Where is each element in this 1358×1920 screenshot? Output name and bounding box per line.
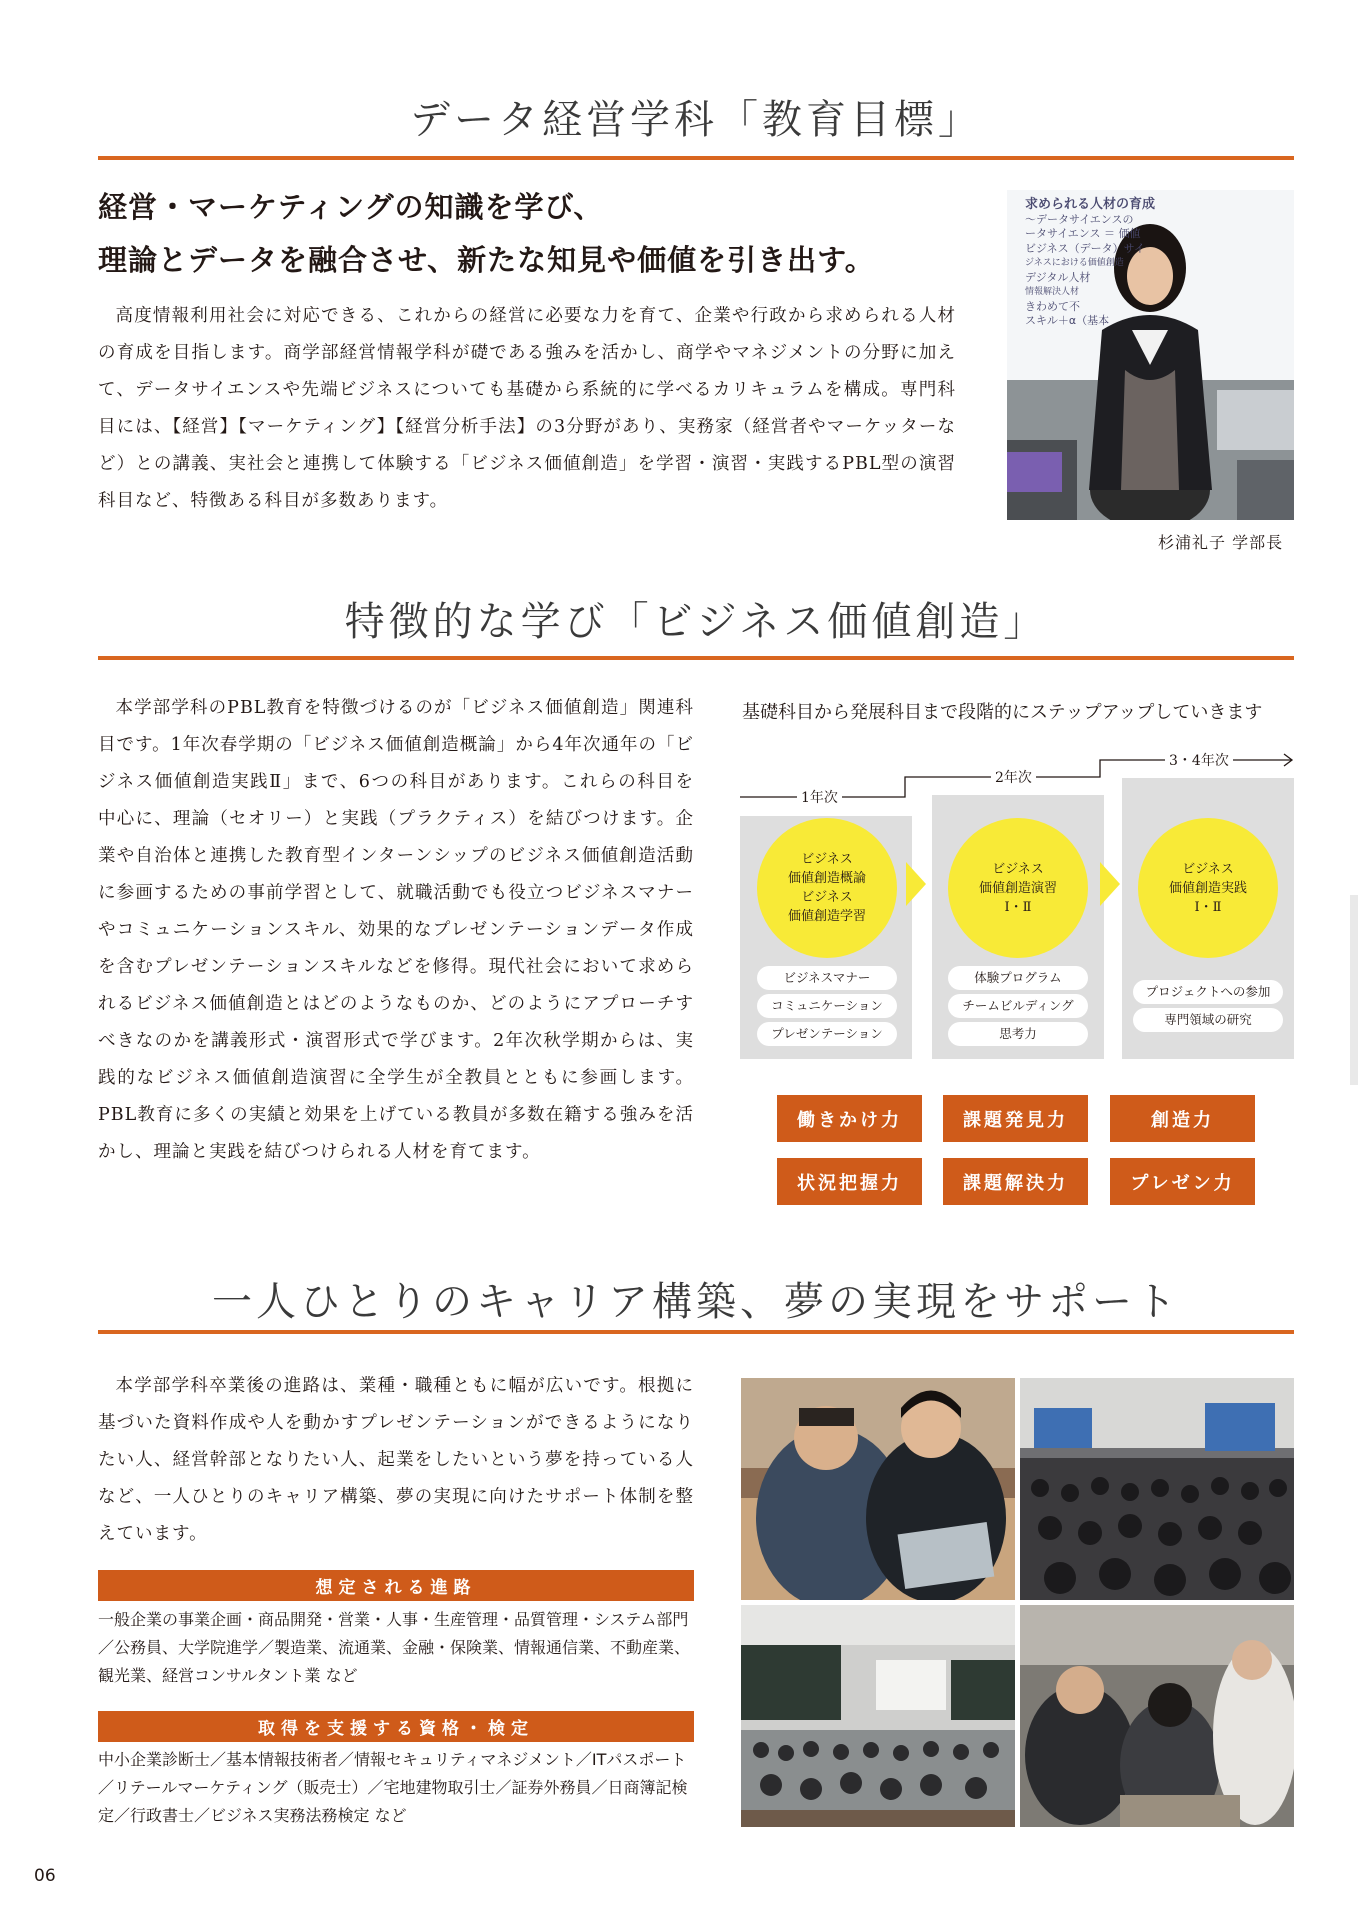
skill-box: 創造力 [1110,1095,1255,1142]
slide-line: スキル＋α（基本 [1025,314,1110,327]
dean-photo [1007,190,1294,520]
circle-line: ビジネス [1182,861,1234,877]
qualifications-heading: 取得を支援する資格・検定 [98,1711,694,1742]
section1-rule [98,156,1294,160]
circle-line: 価値創造学習 [787,909,866,924]
lecture-hall-photo-2 [741,1605,1015,1827]
skill-pill: コミュニケーション [757,994,897,1018]
circle-line: 価値創造実践 [1168,880,1247,896]
skill-pill: プレゼンテーション [757,1022,897,1046]
step-arrow-1 [906,862,926,906]
slide-line: ータサイエンス ＝ 価値 [1025,227,1141,240]
dean-caption: 杉浦礼子 学部長 [1158,533,1284,552]
career-paths-heading: 想定される進路 [98,1570,694,1601]
circle-line: Ⅰ・Ⅱ [1194,899,1222,915]
classroom-photo-1-illustration [741,1378,1015,1600]
course-circle-2 [948,818,1088,958]
skill-box: 課題発見力 [943,1095,1088,1142]
section3-rule [98,1330,1294,1334]
lecture-hall-photo-2-illustration [741,1605,1015,1827]
career-paths-text: 一般企業の事業企画・商品開発・営業・人事・生産管理・品質管理・システム部門／公務員、大学院進学／製造業、流通業、金融・保険業、情報通信業、不動産業、観光業、経営コンサルタント業 など [98,1610,691,1685]
year-label-2: 2年次 [991,767,1036,787]
section1-body [98,298,956,520]
page-edge-tab [1350,895,1358,1085]
lecture-hall-photo-1 [1020,1378,1294,1600]
circle-line: 価値創造概論 [787,871,866,886]
skill-pill: プロジェクトへの参加 [1133,980,1283,1004]
skill-box: プレゼン力 [1110,1158,1255,1205]
diagram-title: 基礎科目から発展科目まで段階的にステップアップしていきます [742,702,1263,723]
circle-line: ビジネス [801,852,853,867]
circle-line: Ⅰ・Ⅱ [1004,899,1032,915]
section3-title: 一人ひとりのキャリア構築、夢の実現をサポート [212,1279,1180,1325]
slide-line: 〜データサイエンスの [1025,212,1134,226]
skill-box: 働きかけ力 [777,1095,922,1142]
section2-body-text: 本学部学科のPBL教育を特徴づけるのが「ビジネス価値創造」関連科目です。1年次春学期の「ビジネス価値創造概論」から4年次通年の「ビジネス価値創造実践Ⅱ」まで、6つの科目があります。これらの科目を中心に、理論（セオリー）と実践（プラクティス）を結びつけます。企業や自治体と連携した教育型インターンシップのビジネス価値創造活動に参画するための事前学習として、就職活動でも役立つビジネスマナーやコミュニケーションスキル、効果的なプレゼンテーションデータ作成を含むプレゼンテーションスキルなどを修得。現代社会において求められるビジネス価値創造とはどのようなものか、どのようにアプローチすべきなのかを講義形式・演習形式で学びます。2年次秋学期からは、実践的なビジネス価値創造演習に全学生が全教員とともに参画します。PBL教育に多くの実績と効果を上げている教員が多数在籍する強みを活かし、理論と実践を結びつけられる人材を育てます。 [98,698,694,1162]
skill-pill: チームビルディング [948,994,1088,1018]
lecture-hall-photo-1-illustration [1020,1378,1294,1600]
skill-box: 課題解決力 [943,1158,1088,1205]
skill-pill: ビジネスマナー [757,966,897,990]
skill-pill: 専門領域の研究 [1133,1008,1283,1032]
section1-lead-line1: 経営・マーケティングの知識を学び、 [98,190,604,224]
year-label-3: 3・4年次 [1165,750,1233,770]
course-circle-1 [757,818,897,958]
section2-body [98,690,694,1171]
slide-line: きわめて不 [1025,299,1080,313]
year-label-1: 1年次 [797,787,842,807]
slide-line: 情報解決人材 [1025,287,1080,297]
section3-body [98,1368,694,1553]
qualifications-text: 中小企業診断士／基本情報技術者／情報セキュリティマネジメント／ITパスポート／リテールマーケティング（販売士）／宅地建物取引士／証券外務員／日商簿記検定／行政書士／ビジネス実務法務検定 など [98,1750,688,1825]
section1-title: データ経営学科「教育目標」 [410,97,982,143]
circle-line: ビジネス [801,890,853,905]
skill-box: 状況把握力 [777,1158,922,1205]
step-arrow-2 [1100,862,1120,906]
slide-line: 求められる人材の育成 [1025,197,1156,212]
page-number: 06 [34,1866,56,1886]
group-work-photo-illustration [1020,1605,1294,1827]
circle-line: ビジネス [992,861,1044,877]
circle-line: 価値創造演習 [978,880,1057,896]
course-circle-3 [1138,818,1278,958]
group-work-photo [1020,1605,1294,1827]
slide-line: ジネスにおける価値創造 [1025,258,1124,268]
section1-body-text: 高度情報利用社会に対応できる、これからの経営に必要な力を育て、企業や行政から求められる人材の育成を目指します。商学部経営情報学科が礎である強みを活かし、商学やマネジメントの分野に加えて、データサイエンスや先端ビジネスについても基礎から系統的に学べるカリキュラムを構成。専門科目には、【経営】【マーケティング】【経営分析手法】の3分野があり、実務家（経営者やマーケッターなど）との講義、実社会と連携して体験する「ビジネス価値創造」を学習・演習・実践するPBL型の演習科目など、特徴ある科目が多数あります。 [98,306,956,511]
section3-body-text: 本学部学科卒業後の進路は、業種・職種ともに幅が広いです。根拠に基づいた資料作成や人を動かすプレゼンテーションができるようになりたい人、経営幹部となりたい人、起業をしたいという夢を持っている人など、一人ひとりのキャリア構築、夢の実現に向けたサポート体制を整えています。 [98,1376,694,1544]
section1-lead-line2: 理論とデータを融合させ、新たな知見や価値を引き出す。 [98,243,875,277]
section2-rule [98,656,1294,660]
classroom-photo-1 [741,1378,1015,1600]
skill-pill: 体験プログラム [948,966,1088,990]
slide-text [1025,198,1225,329]
slide-line: ビジネス（データ）サイ [1025,241,1145,255]
skill-pill: 思考力 [948,1022,1088,1046]
slide-line: デジタル人材 [1025,270,1091,284]
section2-title: 特徴的な学び「ビジネス価値創造」 [344,599,1048,645]
